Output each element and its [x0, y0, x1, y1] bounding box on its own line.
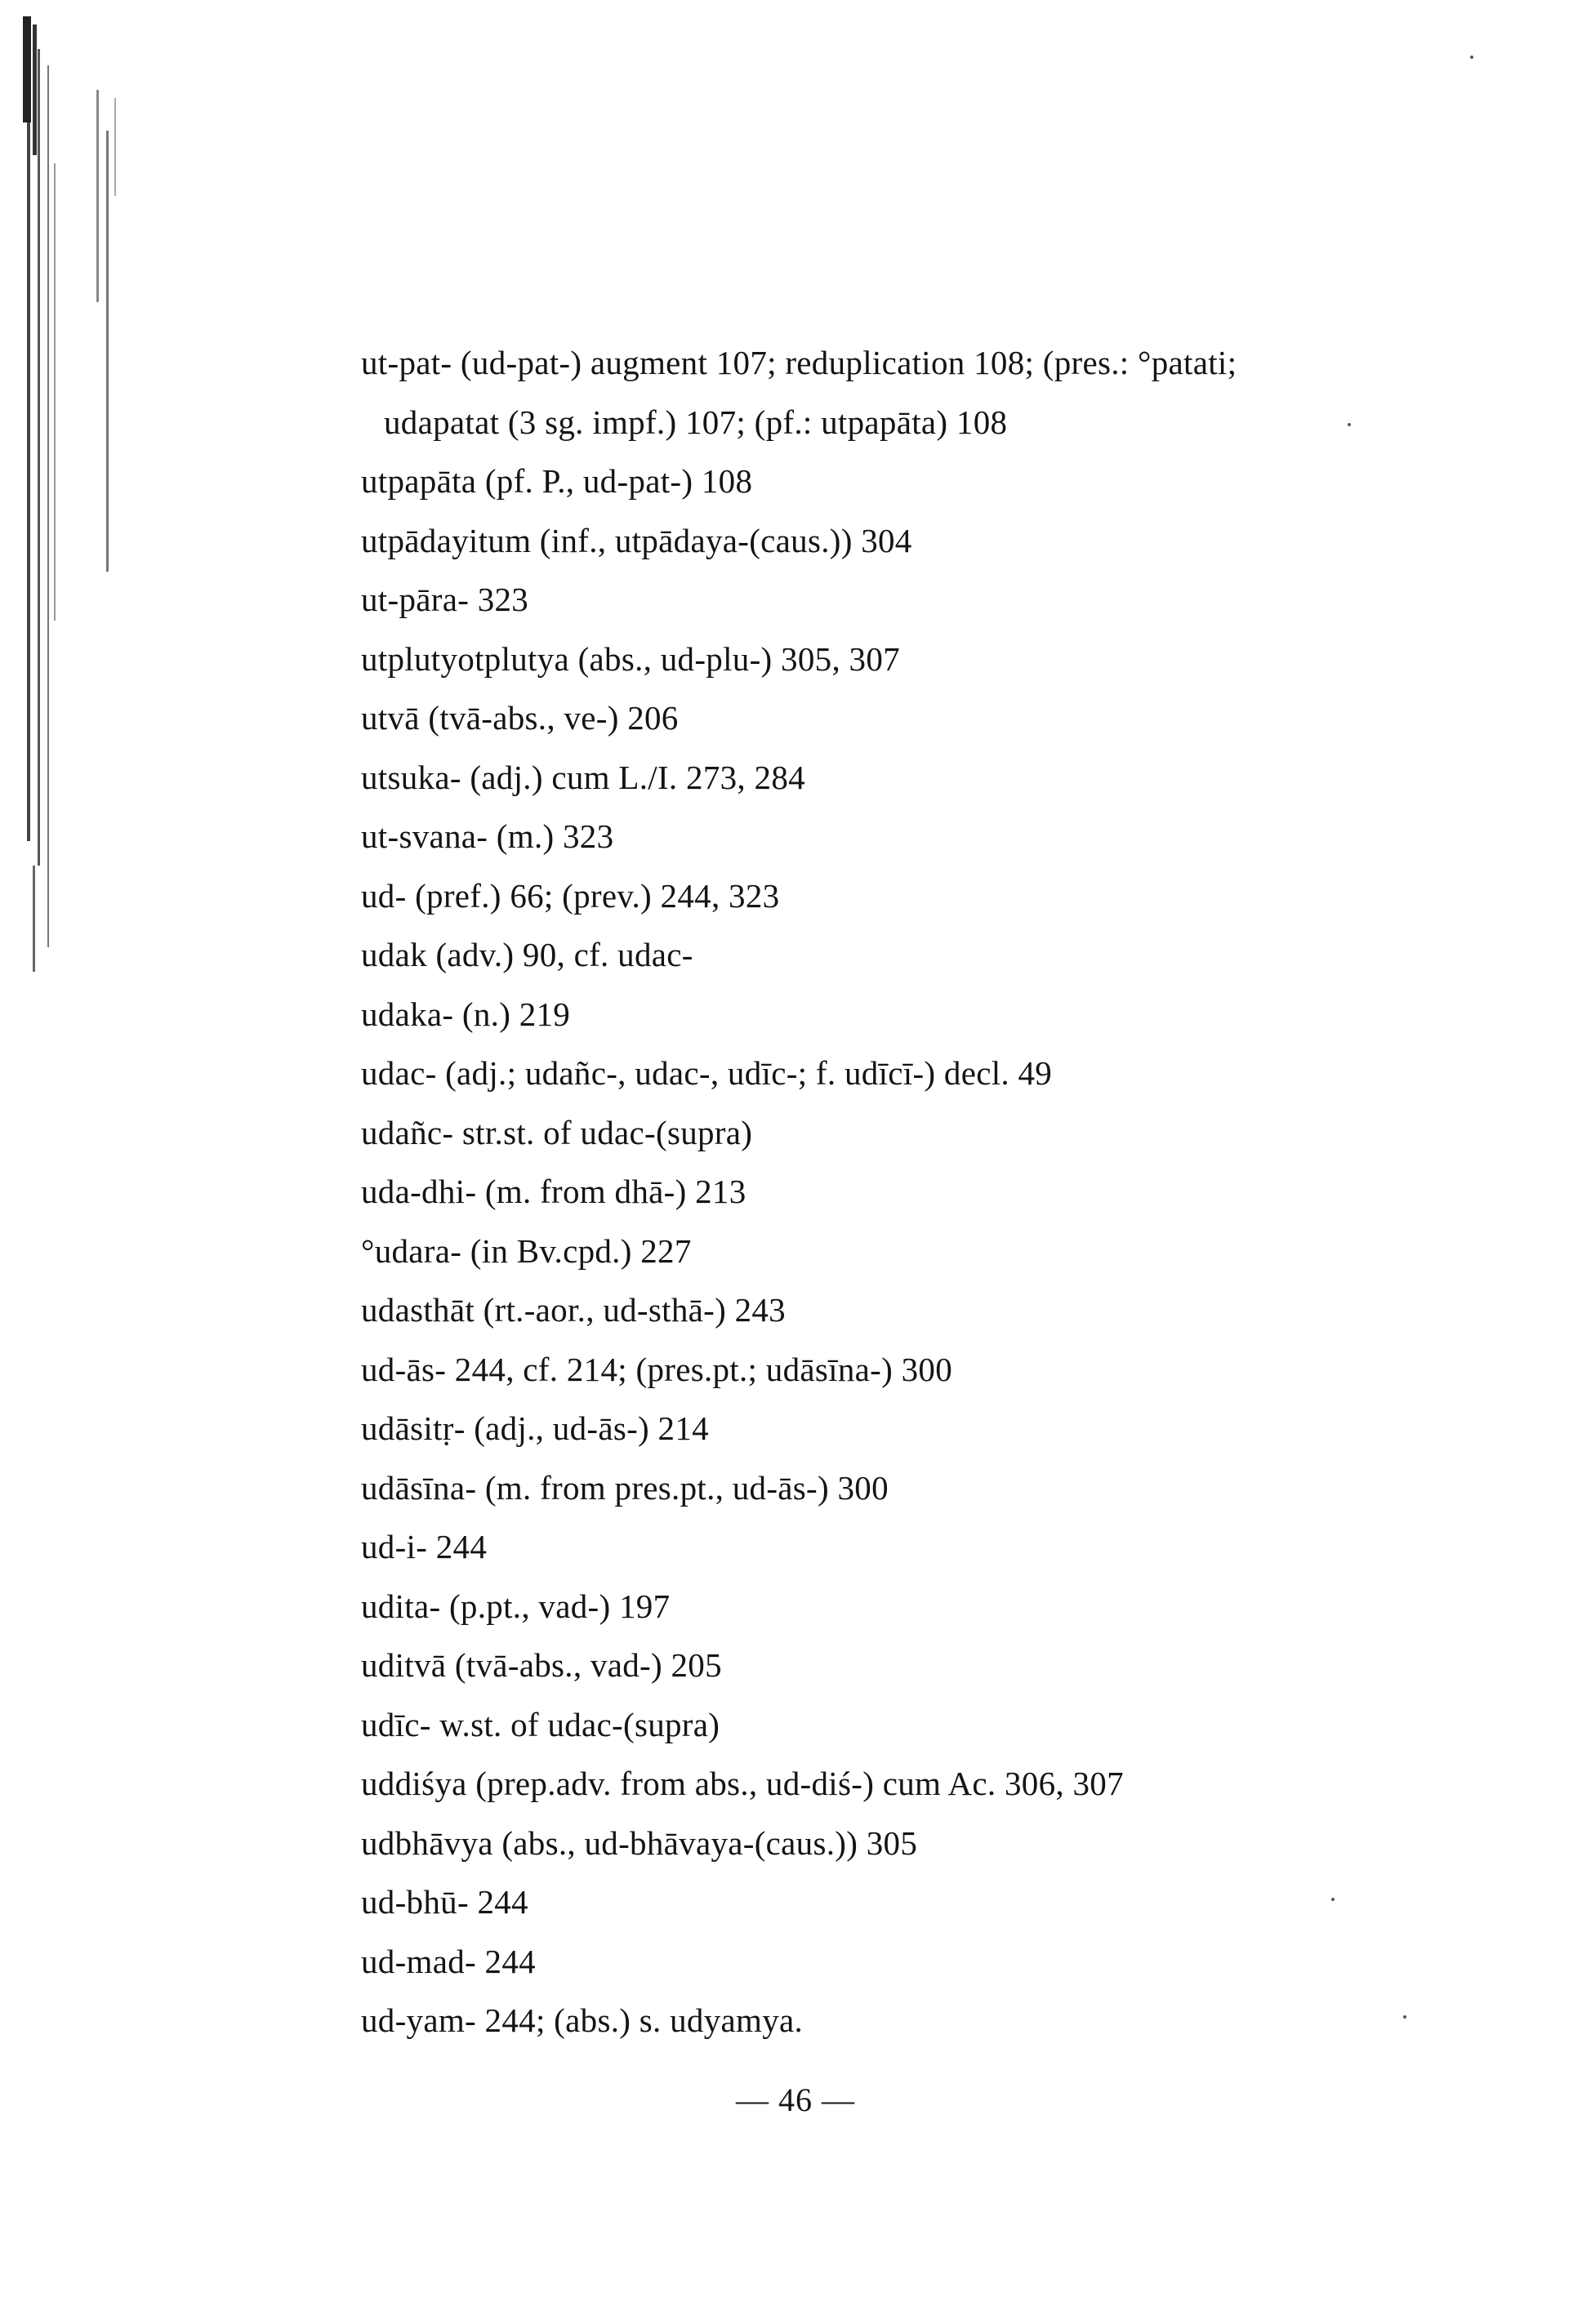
binding-edge-shadow: [0, 0, 123, 2324]
index-entry: uditvā (tvā-abs., vad-) 205: [361, 1646, 722, 1684]
index-entry: utpādayitum (inf., utpādaya-(caus.)) 304: [361, 521, 912, 559]
index-entries: [361, 333, 1521, 2050]
index-entry: udasthāt (rt.-aor., ud-sthā-) 243: [361, 1291, 786, 1329]
index-entry: udbhāvya (abs., ud-bhāvaya-(caus.)) 305: [361, 1823, 918, 1862]
index-entry: ud-i- 244: [361, 1528, 488, 1565]
index-entry: ud-mad- 244: [361, 1942, 536, 1980]
index-entry: ud-ās- 244, cf. 214; (pres.pt.; udāsīna-) 300: [361, 1350, 952, 1388]
index-entry: ut-pat- (ud-pat-) augment 107; reduplication 108; (pres.: °patati;: [361, 344, 1237, 381]
index-entry: ud- (pref.) 66; (prev.) 244, 323: [361, 876, 780, 915]
scan-speck: [1470, 56, 1473, 59]
index-entry: utplutyotplutya (abs., ud-plu-) 305, 307: [361, 639, 900, 678]
index-entry: udita- (p.pt., vad-) 197: [361, 1587, 671, 1625]
index-entry: ud-bhū- 244: [361, 1883, 528, 1921]
index-entry: utpapāta (pf. P., ud-pat-) 108: [361, 462, 753, 500]
index-entry: °udara- (in Bv.cpd.) 227: [361, 1231, 692, 1270]
index-entry: utsuka- (adj.) cum L./I. 273, 284: [361, 758, 805, 796]
index-entry: udīc- w.st. of udac-(supra): [361, 1705, 720, 1743]
index-entry: udaka- (n.) 219: [361, 995, 571, 1033]
index-entry: udāsīna- (m. from pres.pt., ud-ās-) 300: [361, 1468, 889, 1507]
index-entry: udāsitṛ- (adj., ud-ās-) 214: [361, 1409, 709, 1447]
index-entry: udañc- str.st. of udac-(supra): [361, 1113, 753, 1151]
index-entry: udak (adv.) 90, cf. udac-: [361, 936, 693, 973]
index-entry-continuation: udapatat (3 sg. impf.) 107; (pf.: utpapāta) 108: [384, 403, 1008, 441]
index-entry: uda-dhi- (m. from dhā-) 213: [361, 1173, 746, 1210]
index-entry: ut-pāra- 323: [361, 581, 529, 618]
index-entry: udac- (adj.; udañc-, udac-, udīc-; f. udīcī-) decl. 49: [361, 1054, 1053, 1092]
page-number: — 46 —: [736, 2081, 855, 2118]
index-entry: ud-yam- 244; (abs.) s. udyamya.: [361, 2001, 804, 2039]
index-entry: utvā (tvā-abs., ve-) 206: [361, 699, 679, 737]
index-entry: ut-svana- (m.) 323: [361, 817, 614, 855]
index-entry: uddiśya (prep.adv. from abs., ud-diś-) cum Ac. 306, 307: [361, 1765, 1124, 1802]
